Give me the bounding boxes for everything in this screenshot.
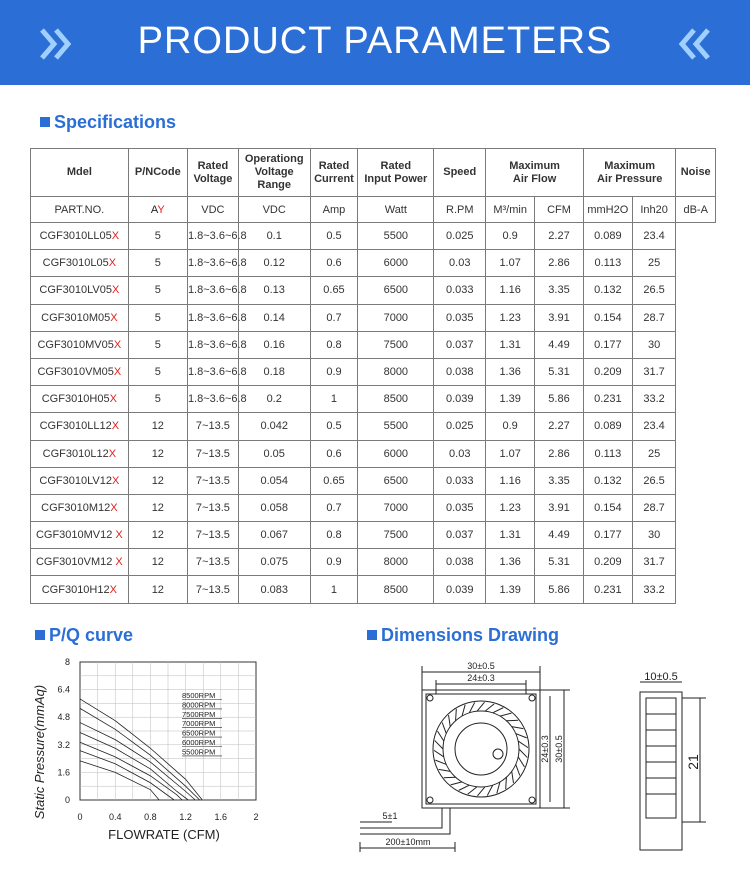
- chart-ylabel: Static Pressure(mmAq): [32, 684, 47, 820]
- cell-watt: 0.6: [310, 440, 358, 467]
- table-row: [31, 223, 716, 250]
- cell-range: 7~13.5: [187, 494, 238, 521]
- cell-watt: 0.7: [310, 494, 358, 521]
- cell-m3: 0.025: [434, 413, 486, 440]
- cell-amp: 0.042: [238, 413, 310, 440]
- impeller-blade: [451, 782, 462, 785]
- cell-range: 1.8~3.6~6.8: [187, 250, 238, 277]
- cell-v: 5: [128, 358, 187, 385]
- cell-amp: 0.083: [238, 576, 310, 603]
- y-tick-label: 4.8: [57, 712, 70, 723]
- impeller-blade: [516, 764, 520, 775]
- cell-rpm: 7500: [358, 331, 434, 358]
- model-cell: CGF3010VM12 X: [31, 549, 129, 576]
- model-cell: CGF3010LL05X: [31, 223, 129, 250]
- cell-range: 7~13.5: [187, 467, 238, 494]
- cell-db: 26.5: [632, 277, 676, 304]
- cell-cfm: 1.31: [486, 331, 535, 358]
- unit-amp: Amp: [310, 197, 358, 223]
- cell-watt: 0.9: [310, 549, 358, 576]
- cell-rpm: 6000: [358, 250, 434, 277]
- cell-watt: 0.65: [310, 277, 358, 304]
- cell-amp: 0.1: [238, 223, 310, 250]
- col-header-rated-current: Rated Current: [310, 149, 358, 197]
- pncode-cell: AY: [128, 197, 187, 223]
- model-cell: CGF3010VM05X: [31, 358, 129, 385]
- y-tick-label: 3.2: [57, 739, 70, 750]
- fan-impeller-ring: [443, 711, 519, 787]
- cell-mmh2o: 3.35: [535, 467, 584, 494]
- cell-db: 23.4: [632, 223, 676, 250]
- model-cell: CGF3010H12X: [31, 576, 129, 603]
- series-line-6000RPM: [80, 751, 174, 800]
- cell-mmh2o: 3.91: [535, 304, 584, 331]
- cell-amp: 0.058: [238, 494, 310, 521]
- cell-v: 12: [128, 440, 187, 467]
- cell-amp: 0.054: [238, 467, 310, 494]
- cell-mmh2o: 5.31: [535, 358, 584, 385]
- impeller-blade: [493, 708, 504, 713]
- impeller-blade: [518, 741, 528, 748]
- impeller-blade: [449, 715, 451, 727]
- x-tick-label: 1.6: [214, 812, 228, 822]
- cell-inh2o: 0.089: [583, 413, 632, 440]
- cell-mmh2o: 3.91: [535, 494, 584, 521]
- legend-label: 5500RPM: [182, 747, 216, 757]
- cell-mmh2o: 4.49: [535, 331, 584, 358]
- cell-v: 12: [128, 549, 187, 576]
- table-row: [31, 331, 716, 358]
- cell-mmh2o: 3.35: [535, 277, 584, 304]
- cell-amp: 0.16: [238, 331, 310, 358]
- table-row: [31, 494, 716, 521]
- cell-m3: 0.039: [434, 386, 486, 413]
- legend-label: 8000RPM: [182, 700, 216, 710]
- col-header-input-power: Rated Input Power: [358, 149, 434, 197]
- legend-label: 7500RPM: [182, 709, 216, 719]
- cell-amp: 0.075: [238, 549, 310, 576]
- cell-inh2o: 0.132: [583, 277, 632, 304]
- header-banner: [0, 0, 750, 85]
- model-cell: CGF3010L05X: [31, 250, 129, 277]
- cell-mmh2o: 5.86: [535, 386, 584, 413]
- model-cell: CGF3010M12X: [31, 494, 129, 521]
- cell-inh2o: 0.231: [583, 576, 632, 603]
- dim-lead-length: 5±1: [382, 811, 398, 821]
- cell-cfm: 0.9: [486, 413, 535, 440]
- impeller-blade: [459, 785, 470, 790]
- col-header-pncode: P/NCode: [128, 149, 187, 197]
- impeller-blade: [442, 723, 446, 734]
- square-bullet-icon: [40, 117, 50, 127]
- cell-range: 7~13.5: [187, 576, 238, 603]
- impeller-blade: [512, 727, 524, 729]
- cell-range: 1.8~3.6~6.8: [187, 277, 238, 304]
- cell-inh2o: 0.089: [583, 223, 632, 250]
- cell-db: 25: [632, 250, 676, 277]
- cell-v: 12: [128, 467, 187, 494]
- cell-mmh2o: 2.86: [535, 440, 584, 467]
- cell-v: 12: [128, 522, 187, 549]
- unit-mmh2o: mmH2O: [583, 197, 632, 223]
- cell-amp: 0.18: [238, 358, 310, 385]
- cell-watt: 0.9: [310, 358, 358, 385]
- y-tick-label: 1.6: [57, 767, 70, 778]
- cell-range: 7~13.5: [187, 440, 238, 467]
- pq-curve-heading: P/Q curve: [35, 625, 133, 646]
- cell-rpm: 5500: [358, 223, 434, 250]
- table-row: [31, 386, 716, 413]
- table-row: [31, 277, 716, 304]
- cell-mmh2o: 5.31: [535, 549, 584, 576]
- col-header-speed: Speed: [434, 149, 486, 197]
- unit-rpm: R.PM: [434, 197, 486, 223]
- impeller-blade: [518, 757, 524, 767]
- cell-m3: 0.033: [434, 467, 486, 494]
- impeller-blade: [519, 749, 527, 757]
- table-row: [31, 358, 716, 385]
- square-bullet-icon: [367, 630, 377, 640]
- cell-mmh2o: 2.27: [535, 413, 584, 440]
- cell-db: 31.7: [632, 358, 676, 385]
- cell-watt: 0.5: [310, 413, 358, 440]
- cell-rpm: 7500: [358, 522, 434, 549]
- cell-range: 1.8~3.6~6.8: [187, 223, 238, 250]
- cell-rpm: 7000: [358, 494, 434, 521]
- cell-m3: 0.038: [434, 549, 486, 576]
- cell-rpm: 8500: [358, 576, 434, 603]
- fan-front-outline: [422, 690, 540, 808]
- cell-rpm: 8000: [358, 358, 434, 385]
- table-row: [31, 413, 716, 440]
- cell-v: 12: [128, 576, 187, 603]
- cell-amp: 0.05: [238, 440, 310, 467]
- x-tick-label: 0.4: [108, 812, 122, 822]
- cell-watt: 0.7: [310, 304, 358, 331]
- series-line-6500RPM: [80, 742, 182, 800]
- cell-db: 30: [632, 522, 676, 549]
- col-header-air-pressure: Maximum Air Pressure: [583, 149, 676, 197]
- x-tick-label: 1.2: [179, 812, 192, 822]
- cell-amp: 0.13: [238, 277, 310, 304]
- impeller-blade: [438, 731, 444, 741]
- cell-v: 5: [128, 331, 187, 358]
- dim-side-height: 21: [685, 754, 701, 770]
- cell-m3: 0.03: [434, 250, 486, 277]
- unit-cfm: CFM: [535, 197, 584, 223]
- impeller-blade: [456, 709, 457, 721]
- cell-rpm: 6000: [358, 440, 434, 467]
- specifications-heading: Specifications: [40, 112, 176, 133]
- cell-amp: 0.14: [238, 304, 310, 331]
- cell-m3: 0.039: [434, 576, 486, 603]
- table-row: [31, 576, 716, 603]
- model-cell: CGF3010M05X: [31, 304, 129, 331]
- impeller-blade: [477, 787, 485, 796]
- cell-range: 7~13.5: [187, 522, 238, 549]
- cell-inh2o: 0.209: [583, 549, 632, 576]
- unit-vdc: VDC: [187, 197, 238, 223]
- cell-cfm: 1.07: [486, 250, 535, 277]
- cell-cfm: 1.16: [486, 467, 535, 494]
- cell-amp: 0.12: [238, 250, 310, 277]
- dim-wire-length: 200±10mm: [385, 837, 431, 847]
- unit-partno: PART.NO.: [31, 197, 129, 223]
- cell-range: 7~13.5: [187, 413, 238, 440]
- cell-cfm: 0.9: [486, 223, 535, 250]
- cell-rpm: 6500: [358, 277, 434, 304]
- impeller-blade: [477, 702, 485, 711]
- cell-inh2o: 0.209: [583, 358, 632, 385]
- cell-v: 12: [128, 494, 187, 521]
- cell-m3: 0.033: [434, 277, 486, 304]
- cell-rpm: 8500: [358, 386, 434, 413]
- impeller-blade: [500, 713, 511, 716]
- cell-watt: 0.8: [310, 522, 358, 549]
- x-tick-label: 0: [77, 812, 83, 822]
- table-row: [31, 522, 716, 549]
- cell-db: 28.7: [632, 494, 676, 521]
- y-tick-label: 0: [64, 795, 70, 805]
- cell-v: 5: [128, 250, 187, 277]
- cell-cfm: 1.16: [486, 277, 535, 304]
- specifications-table: [30, 148, 716, 604]
- cell-watt: 1: [310, 576, 358, 603]
- table-row: [31, 440, 716, 467]
- col-header-air-flow: Maximum Air Flow: [486, 149, 584, 197]
- double-chevron-left-icon: [672, 24, 712, 64]
- x-tick-label: 2: [253, 812, 259, 822]
- cell-inh2o: 0.154: [583, 494, 632, 521]
- model-cell: CGF3010LV05X: [31, 277, 129, 304]
- chart-xlabel: FLOWRATE (CFM): [108, 827, 220, 842]
- table-row: [31, 250, 716, 277]
- cell-m3: 0.037: [434, 522, 486, 549]
- cell-m3: 0.038: [434, 358, 486, 385]
- cell-cfm: 1.07: [486, 440, 535, 467]
- cell-cfm: 1.39: [486, 386, 535, 413]
- cell-cfm: 1.31: [486, 522, 535, 549]
- cell-amp: 0.067: [238, 522, 310, 549]
- y-tick-label: 8: [64, 657, 70, 667]
- cell-range: 1.8~3.6~6.8: [187, 304, 238, 331]
- cell-watt: 1: [310, 386, 358, 413]
- cell-v: 5: [128, 277, 187, 304]
- cell-mmh2o: 2.27: [535, 223, 584, 250]
- cell-db: 31.7: [632, 549, 676, 576]
- cell-range: 7~13.5: [187, 549, 238, 576]
- legend-label: 7000RPM: [182, 719, 216, 729]
- x-tick-label: 0.8: [144, 812, 157, 822]
- dim-width-30: 30±0.5: [467, 661, 495, 671]
- square-bullet-icon: [35, 630, 45, 640]
- dim-height-30: 30±0.5: [554, 735, 564, 763]
- table-header-row: [31, 149, 716, 197]
- cell-mmh2o: 5.86: [535, 576, 584, 603]
- cell-v: 5: [128, 304, 187, 331]
- cell-cfm: 1.36: [486, 358, 535, 385]
- col-header-noise: Noise: [676, 149, 716, 197]
- cell-inh2o: 0.154: [583, 304, 632, 331]
- cell-cfm: 1.23: [486, 304, 535, 331]
- cell-rpm: 7000: [358, 304, 434, 331]
- model-cell: CGF3010LL12X: [31, 413, 129, 440]
- cell-cfm: 1.36: [486, 549, 535, 576]
- impeller-blade: [468, 787, 477, 794]
- fan-housing-circle: [433, 701, 529, 797]
- cell-watt: 0.6: [310, 250, 358, 277]
- impeller-blade: [512, 771, 514, 783]
- table-units-row: [31, 197, 716, 223]
- cell-m3: 0.037: [434, 331, 486, 358]
- cell-m3: 0.035: [434, 494, 486, 521]
- model-cell: CGF3010MV12 X: [31, 522, 129, 549]
- cell-range: 1.8~3.6~6.8: [187, 358, 238, 385]
- cell-db: 23.4: [632, 413, 676, 440]
- table-row: [31, 304, 716, 331]
- cell-mmh2o: 2.86: [535, 250, 584, 277]
- cell-v: 5: [128, 223, 187, 250]
- pq-curve-chart: [28, 652, 268, 852]
- unit-watt: Watt: [358, 197, 434, 223]
- table-row: [31, 467, 716, 494]
- dim-thickness: 10±0.5: [644, 671, 678, 683]
- impeller-blade: [485, 704, 494, 711]
- impeller-blade: [439, 769, 451, 771]
- cell-rpm: 5500: [358, 413, 434, 440]
- cell-amp: 0.2: [238, 386, 310, 413]
- dimensions-drawing: [330, 652, 730, 862]
- legend-label: 6500RPM: [182, 728, 216, 738]
- cell-inh2o: 0.177: [583, 331, 632, 358]
- page-title: PRODUCT PARAMETERS: [137, 20, 613, 62]
- cell-watt: 0.65: [310, 467, 358, 494]
- cell-db: 28.7: [632, 304, 676, 331]
- col-header-operating-range: Operationg Voltage Range: [238, 149, 310, 197]
- cell-m3: 0.025: [434, 223, 486, 250]
- col-header-rated-voltage: Rated Voltage: [187, 149, 238, 197]
- impeller-blade: [434, 750, 444, 757]
- model-cell: CGF3010MV05X: [31, 331, 129, 358]
- cell-range: 1.8~3.6~6.8: [187, 386, 238, 413]
- cell-m3: 0.03: [434, 440, 486, 467]
- model-cell: CGF3010L12X: [31, 440, 129, 467]
- cell-cfm: 1.23: [486, 494, 535, 521]
- cell-watt: 0.8: [310, 331, 358, 358]
- table-row: [31, 549, 716, 576]
- cell-m3: 0.035: [434, 304, 486, 331]
- legend-label: 6000RPM: [182, 738, 216, 747]
- unit-inh2o: Inh20: [632, 197, 676, 223]
- dim-height-24: 24±0.3: [540, 735, 550, 763]
- cell-db: 26.5: [632, 467, 676, 494]
- cell-v: 12: [128, 413, 187, 440]
- cell-inh2o: 0.177: [583, 522, 632, 549]
- dim-width-24: 24±0.3: [467, 673, 495, 683]
- dimensions-heading: Dimensions Drawing: [367, 625, 559, 646]
- unit-dba: dB-A: [676, 197, 716, 223]
- unit-m3min: M³/min: [486, 197, 535, 223]
- cell-db: 30: [632, 331, 676, 358]
- cell-mmh2o: 4.49: [535, 522, 584, 549]
- cell-rpm: 6500: [358, 467, 434, 494]
- cell-inh2o: 0.132: [583, 467, 632, 494]
- cell-inh2o: 0.113: [583, 440, 632, 467]
- impeller-blade: [506, 777, 507, 789]
- cell-db: 33.2: [632, 386, 676, 413]
- impeller-blade: [435, 741, 443, 749]
- cell-db: 33.2: [632, 576, 676, 603]
- model-cell: CGF3010LV12X: [31, 467, 129, 494]
- model-cell: CGF3010H05X: [31, 386, 129, 413]
- cell-db: 25: [632, 440, 676, 467]
- col-header-model: Mdel: [31, 149, 129, 197]
- cell-rpm: 8000: [358, 549, 434, 576]
- legend-label: 8500RPM: [182, 691, 216, 700]
- cell-inh2o: 0.113: [583, 250, 632, 277]
- cell-v: 5: [128, 386, 187, 413]
- cell-inh2o: 0.231: [583, 386, 632, 413]
- cell-watt: 0.5: [310, 223, 358, 250]
- unit-vdc-range: VDC: [238, 197, 310, 223]
- cell-cfm: 1.39: [486, 576, 535, 603]
- y-tick-label: 6.4: [57, 684, 70, 695]
- cell-range: 1.8~3.6~6.8: [187, 331, 238, 358]
